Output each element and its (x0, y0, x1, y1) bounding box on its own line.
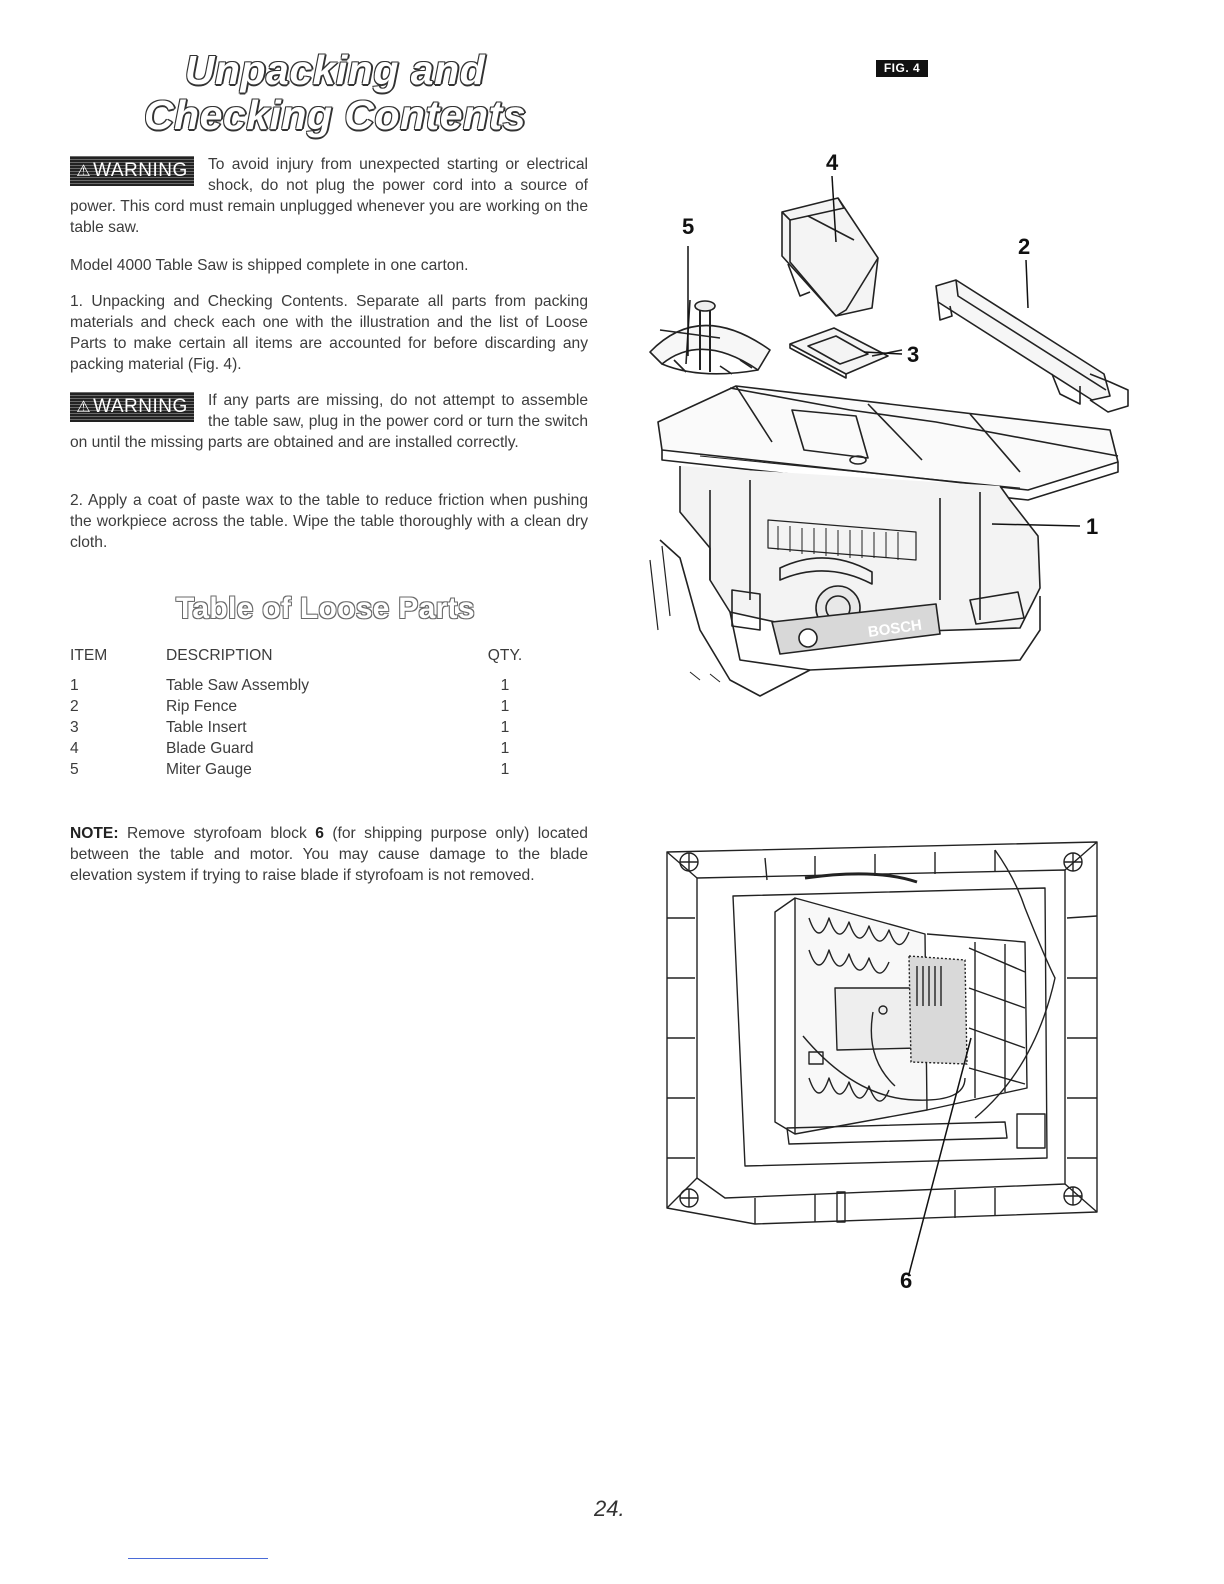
callout-6: 6 (900, 1268, 913, 1293)
warning-badge-2: ⚠ WARNING (70, 392, 194, 422)
note-text-a: Remove styrofoam block (126, 825, 307, 842)
model-paragraph: Model 4000 Table Saw is shipped complete in one carton. (70, 257, 469, 274)
miter-gauge-drawing (650, 300, 770, 374)
table-saw-illustration (640, 160, 1140, 720)
table-row: 1 Table Saw Assembly 1 (70, 677, 510, 694)
step-1-paragraph: 1. Unpacking and Checking Contents. Separate all parts from packing materials and check each one with the illustration and the list of Loose Parts to make certain all items are accounted for before discarding any packing material (Fig. 4). (70, 293, 588, 373)
loose-parts-title: Table of Loose Parts (176, 592, 475, 625)
saw-base-drawing (650, 466, 1040, 696)
callout-1: 1 (1086, 514, 1099, 539)
table-header-row (70, 645, 540, 675)
warning-1-paragraph (70, 154, 588, 238)
warning-triangle-icon: ⚠ (76, 163, 92, 180)
table-row: 3 Table Insert 1 (70, 719, 510, 736)
table-row: 5 Miter Gauge 1 (70, 761, 510, 778)
callout-2: 2 (1018, 234, 1031, 259)
page-title (100, 48, 570, 138)
header-description: DESCRIPTION (166, 647, 273, 664)
title-line-1: Unpacking and (184, 47, 486, 93)
header-qty: QTY. (487, 647, 523, 664)
callout-4: 4 (826, 150, 839, 175)
page-number: 24. (594, 1496, 625, 1521)
note-paragraph (70, 823, 588, 886)
loose-parts-table (70, 645, 540, 780)
header-item: ITEM (70, 647, 108, 664)
footer-line (128, 1558, 268, 1559)
brand-label: BOSCH (866, 616, 923, 641)
saw-underside-illustration (655, 838, 1105, 1278)
warning-1-text: To avoid injury from unexpected starting or electrical shock, do not plug the power cord into a source of power. This cord must remain unplugged whenever you are working on the table saw. (70, 156, 588, 236)
warning-2-text: If any parts are missing, do not attempt to assemble the table saw, plug in the power cord or turn the switch on until the missing parts are obtained and are installed correctly. (70, 392, 588, 451)
warning-triangle-icon: ⚠ (76, 399, 92, 416)
note-block-number: 6 (315, 825, 324, 842)
blade-guard-drawing (782, 198, 878, 316)
table-row: 4 Blade Guard 1 (70, 740, 510, 757)
warning-badge-1: ⚠ WARNING (70, 156, 194, 186)
note-label: NOTE: (70, 825, 119, 842)
rip-fence-drawing (936, 280, 1128, 412)
callout-5: 5 (682, 214, 695, 239)
figure-tag: FIG. 4 (876, 60, 928, 77)
title-line-2: Checking Contents (143, 92, 527, 138)
warning-2-paragraph (70, 390, 588, 453)
callout-3: 3 (907, 342, 920, 367)
table-row: 2 Rip Fence 1 (70, 698, 510, 715)
step-2-paragraph: 2. Apply a coat of paste wax to the table to reduce friction when pushing the workpiece across the table. Wipe the table thoroughly with a clean dry cloth. (70, 492, 588, 551)
note-text-b: (for shipping purpose only) located between the table and motor. You may cause damage to the blade elevation system if trying to raise blade if styrofoam is not removed. (70, 825, 588, 884)
